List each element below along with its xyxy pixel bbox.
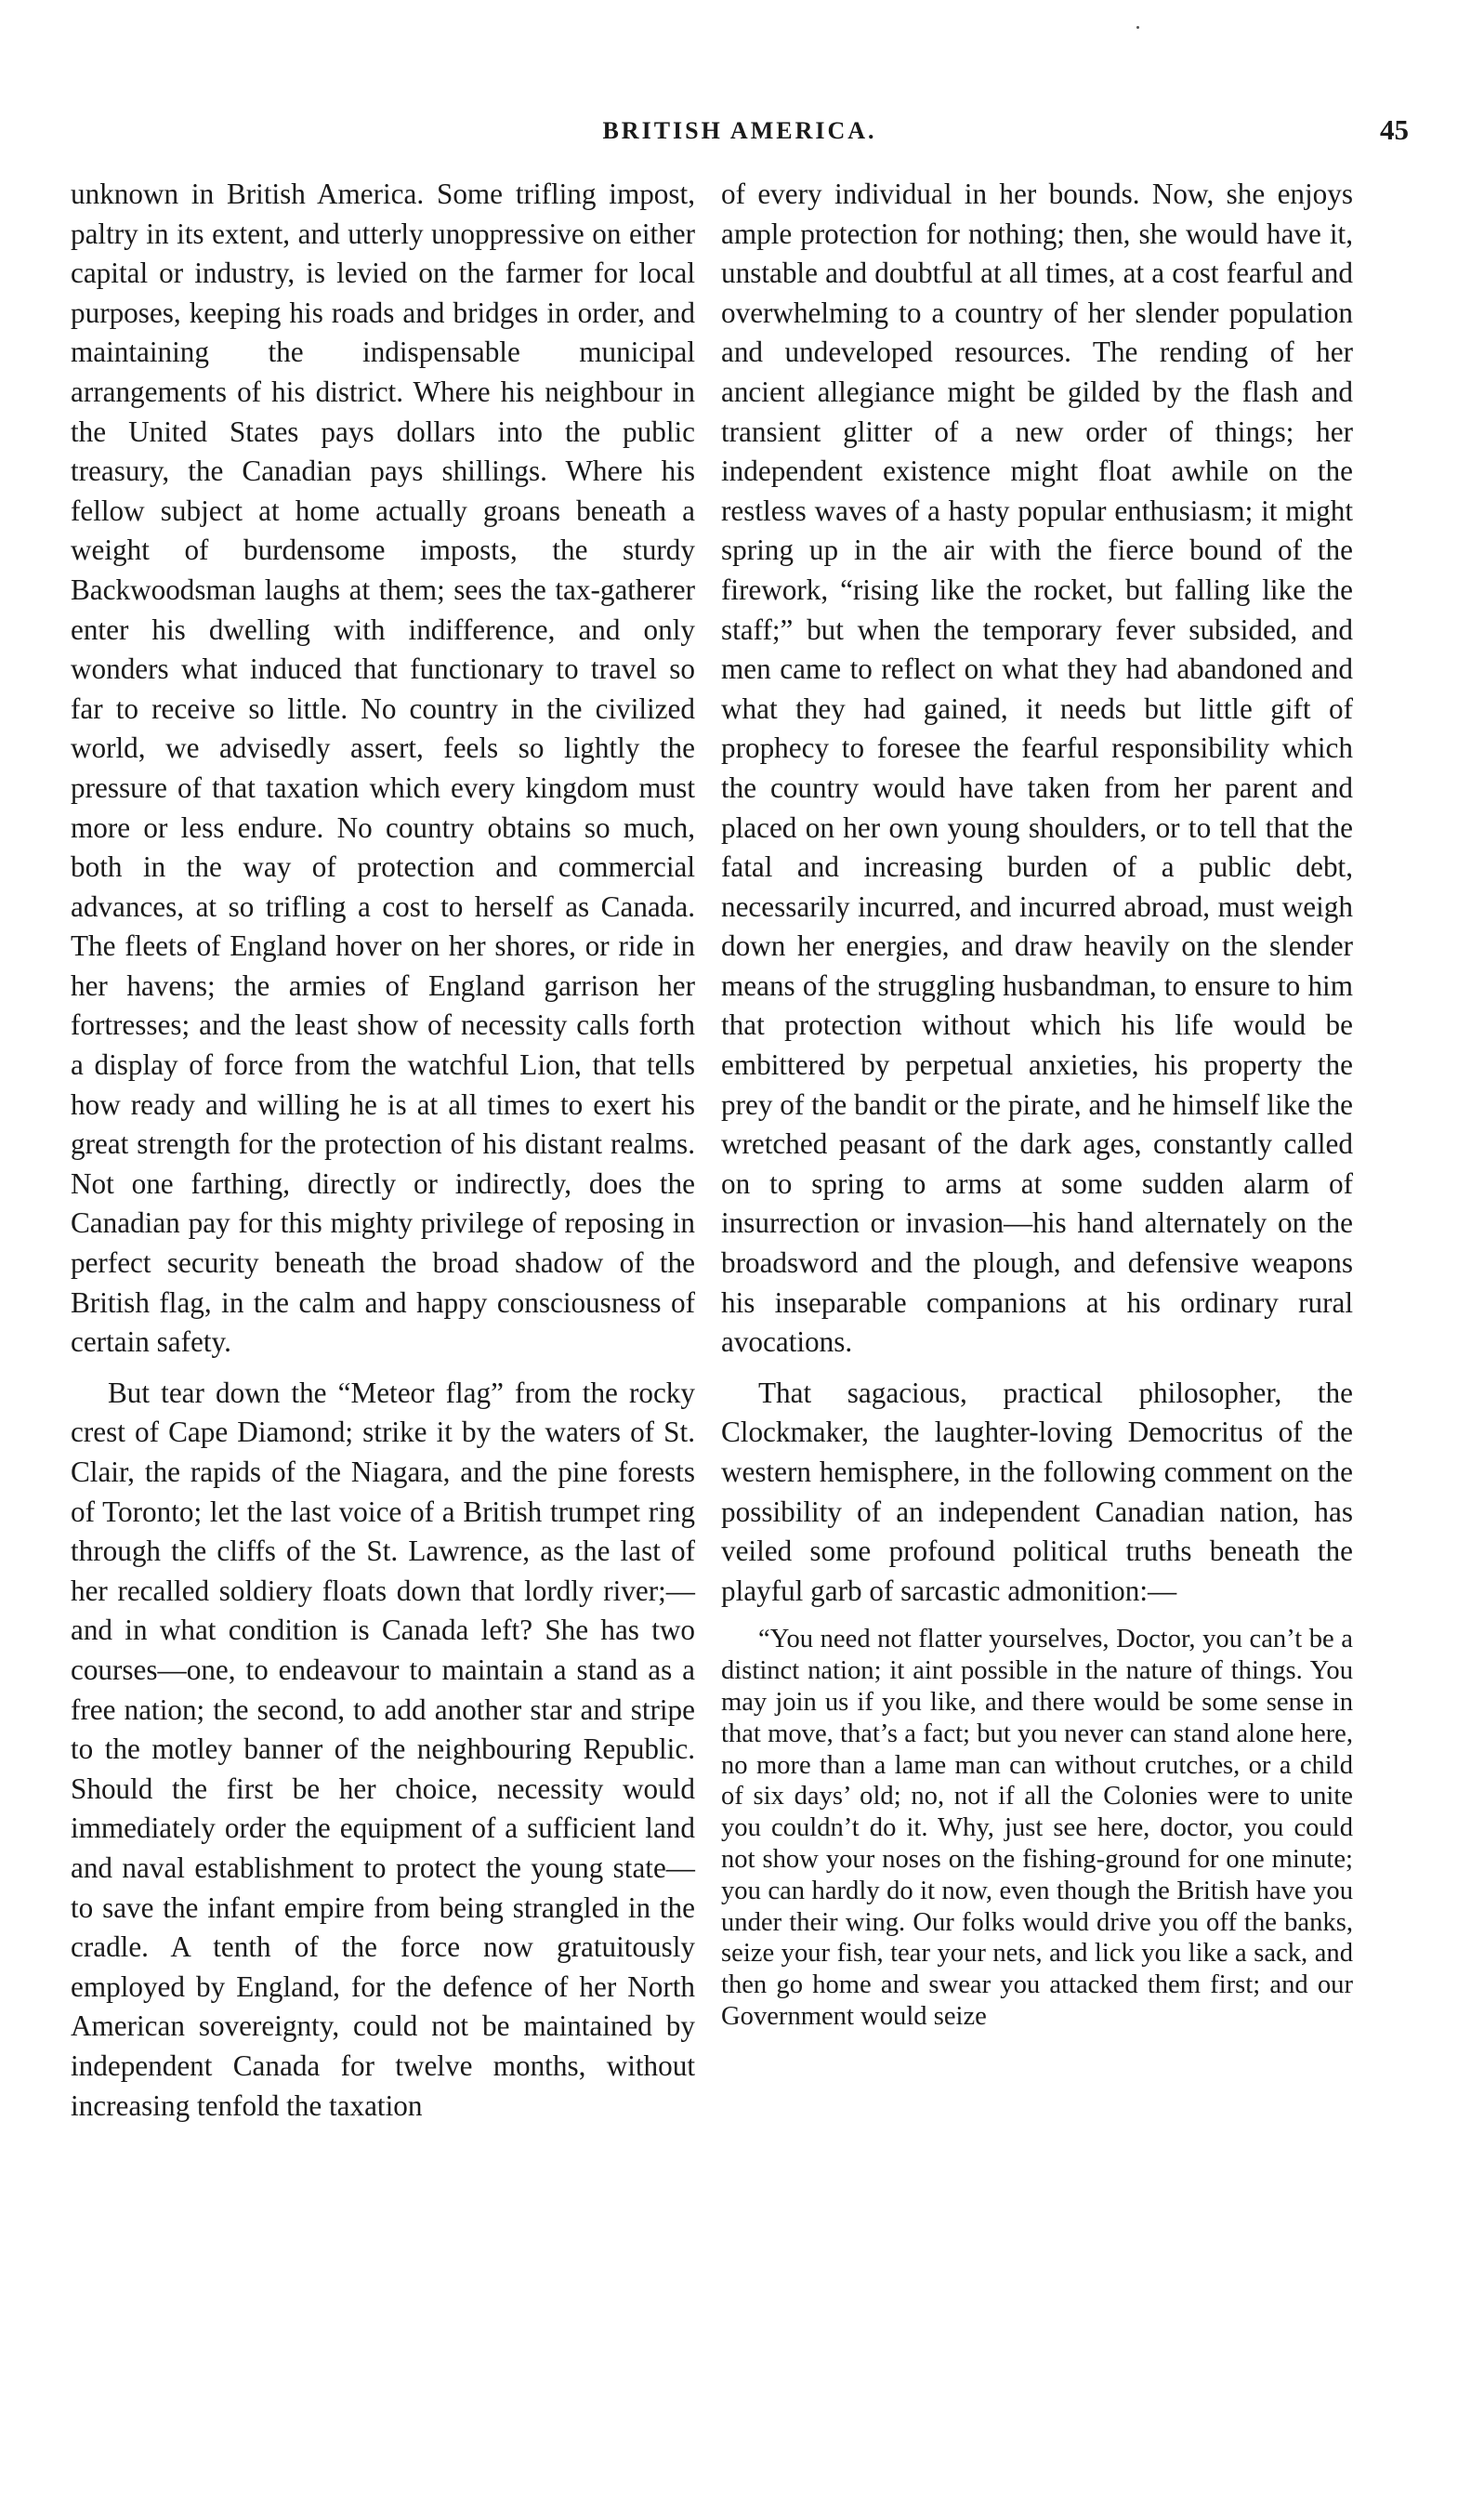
paper-speck [1136,26,1139,29]
page-number: 45 [1380,113,1409,146]
right-column [721,175,1353,2033]
page-header [71,113,1409,154]
paragraph: unknown in British America. Some trifling impost, paltry in its extent, and utterly unoppressive on either capital or industry, is levied on the farmer for local purposes, keeping his roads and bridges in order, and maintaining the indispensable municipal arrangements of his district. Where his neighbour in the United States pays dollars into the public treasury, the Canadian pays shillings. Where his fellow subject at home actually groans beneath a weight of burdensome imposts, the sturdy Backwoodsman laughs at them; sees the tax-gatherer enter his dwelling with indifference, and only wonders what induced that functionary to travel so far to receive so little. No country in the civilized world, we advisedly assert, feels so lightly the pressure of that taxation which every kingdom must more or less endure. No country obtains so much, both in the way of protection and commercial advances, at so trifling a cost to herself as Canada. The fleets of England hover on her shores, or ride in her havens; the armies of England garrison her fortresses; and the least show of necessity calls forth a display of force from the watchful Lion, that tells how ready and willing he is at all times to exert his great strength for the protection of his distant realms. Not one farthing, directly or indirectly, does the Canadian pay for this mighty privilege of reposing in perfect security beneath the broad shadow of the British flag, in the calm and happy consciousness of certain safety. [71,178,695,1359]
quotation: “You need not flatter yourselves, Doctor, you can’t be a distinct nation; it aint possible in the nature of things. You may join us if you like, and there would be some sense in that move, that’s a fact; but you never can stand alone here, no more than a lame man can without crutches, or a child of six days’ old; no, not if all the Colonies were to unite you couldn’t do it. Why, just see here, doctor, you could not show your noses on the fishing-ground for one minute; you can hardly do it now, even though the British have you under their wing. Our folks would drive you off the banks, seize your fish, tear your nets, and lick you like a sack, and then go home and swear you attacked them first; and our Government would seize [721,1625,1353,2031]
running-title: BRITISH AMERICA. [602,117,877,144]
left-column [71,175,695,2126]
paragraph: But tear down the “Meteor flag” from the rocky crest of Cape Diamond; strike it by the waters of St. Clair, the rapids of the Niagara, and the pine forests of Toronto; let the last voice of a British trumpet ring through the cliffs of the St. Lawrence, as the last of her recalled soldiery floats down that lordly river;—and in what condition is Canada left? She has two courses—one, to endeavour to maintain a stand as a free nation; the second, to add another star and stripe to the motley banner of the neighbouring Republic. Should the first be her choice, necessity would immediately order the equipment of a sufficient land and naval establishment to protect the young state—to save the infant empire from being strangled in the cradle. A tenth of the force now gratuitously employed by England, for the defence of her North American sovereignty, could not be maintained by independent Canada for twelve months, without increasing tenfold the taxation [71,1376,695,2122]
paragraph: of every individual in her bounds. Now, she enjoys ample protection for nothing; then, she would have it, unstable and doubtful at all times, at a cost fearful and overwhelming to a country of her slender population and undeveloped resources. The rending of her ancient allegiance might be gilded by the flash and transient glitter of a new order of things; her independent existence might float awhile on the restless waves of a hasty popular enthusiasm; it might spring up in the air with the fierce bound of the firework, “rising like the rocket, but falling like the staff;” but when the temporary fever subsided, and men came to reflect on what they had abandoned and what they had gained, it needs but little gift of prophecy to foresee the fearful responsibility which the country would have taken from her parent and placed on her own young shoulders, or to tell that the fatal and increasing burden of a public debt, necessarily incurred, and incurred abroad, must weigh down her energies, and draw heavily on the slender means of the struggling husbandman, to ensure to him that protection without which his life would be embittered by perpetual anxieties, his property the prey of the bandit or the pirate, and he himself like the wretched peasant of the dark ages, constantly called on to spring to arms at some sudden alarm of insurrection or invasion—his hand alternately on the broadsword and the plough, and defensive weapons his inseparable companions at his ordinary rural avocations. [721,178,1353,1359]
paragraph: That sagacious, practical philosopher, the Clockmaker, the laughter-loving Democritus of the western hemisphere, in the following comment on the possibility of an independent Canadian nation, has veiled some profound political truths beneath the playful garb of sarcastic admonition:— [721,1376,1353,1607]
